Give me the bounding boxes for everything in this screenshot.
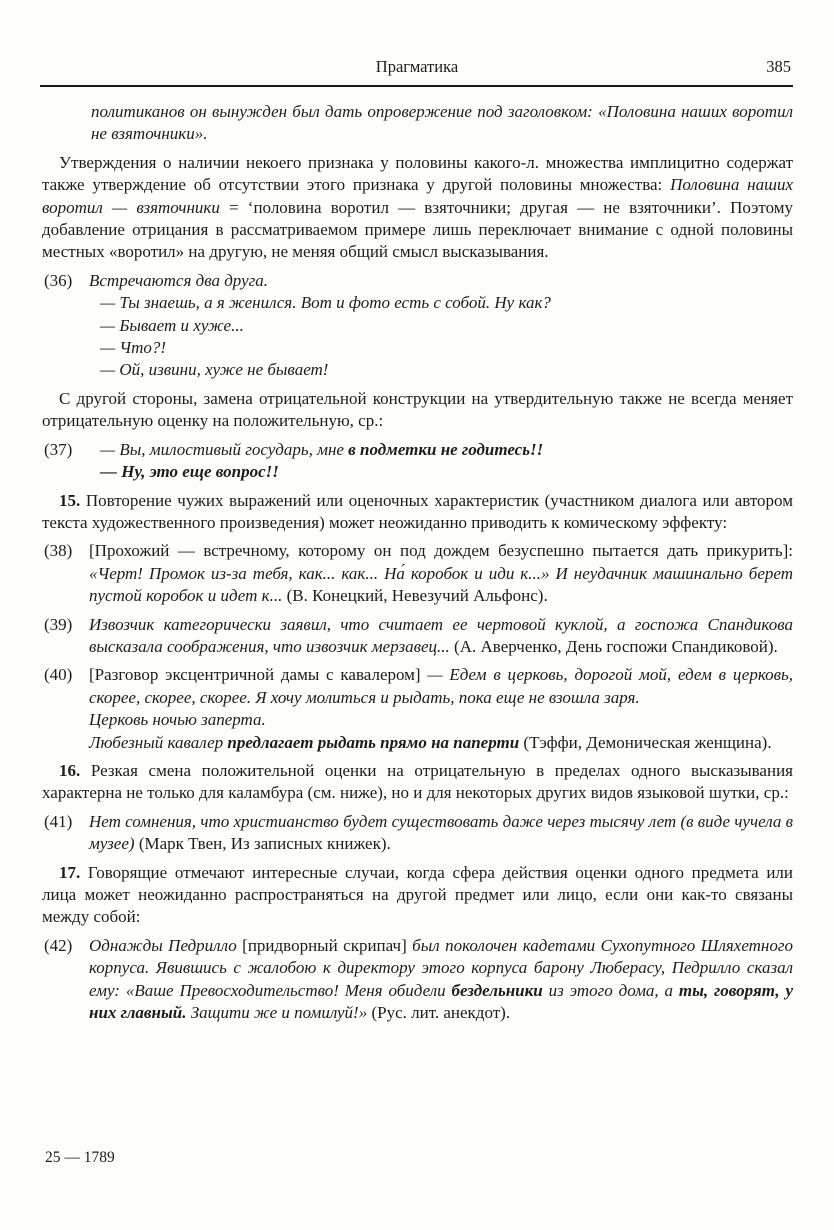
- example-number: (40): [44, 665, 73, 685]
- text-run: политиканов он вынужден был дать опровержение под заголовком: «Половина наших воротил не взяточники».: [91, 102, 793, 144]
- text-block: [42, 101, 793, 146]
- text-line: [91, 101, 793, 146]
- example-number: (42): [44, 935, 73, 955]
- text-block: [42, 490, 793, 535]
- example-block: [42, 664, 793, 754]
- example-number: (41): [44, 811, 73, 831]
- text-line: [42, 152, 793, 264]
- text-line: [42, 388, 793, 433]
- text-run: — Вы, милостивый государь, мне: [100, 439, 349, 459]
- example-block: [42, 811, 793, 856]
- text-run: (В. Конецкий, Невезучий Альфонс).: [286, 586, 548, 606]
- example-block: [42, 540, 793, 607]
- text-run: Половина наших воротил — взяточники: [42, 175, 793, 217]
- text-run: — Бывает и хуже...: [100, 315, 244, 335]
- text-run: С другой стороны, замена отрицательной конструкции на утвердительную также не всегда меняет отрицательную оценку на положительную, ср.:: [42, 388, 793, 431]
- text-line: [89, 359, 793, 381]
- text-line: [42, 862, 793, 929]
- text-run: [Прохожий — встречному, которому он под дождем безуспешно пытается дать прикурить]:: [89, 541, 793, 561]
- example-number: (37): [44, 439, 73, 459]
- example-number: (36): [44, 270, 73, 290]
- example-number: (39): [44, 614, 73, 634]
- running-head-title: Прагматика: [375, 57, 459, 76]
- page-number: 385: [766, 57, 791, 76]
- text-run: Говорящие отмечают интересные случаи, когда сфера действия оценки одного предмета или лица может неожиданно распространяться на другой предмет или лицо, если они как-то связаны между собой:: [42, 862, 793, 927]
- text-line: [89, 614, 793, 659]
- text-run: — Ну, это еще вопрос!!: [100, 462, 279, 482]
- example-block: [42, 614, 793, 659]
- text-run: из этого дома, а: [548, 980, 679, 1000]
- text-run: — Ты знаешь, а я женился. Вот и фото есть с собой. Ну как?: [100, 293, 551, 313]
- text-line: [89, 709, 793, 731]
- text-run: предлагает рыдать прямо на паперти: [227, 732, 520, 752]
- text-line: [89, 292, 793, 314]
- running-head: [41, 56, 793, 78]
- text-run: 16.: [59, 760, 81, 780]
- text-line: [42, 760, 793, 805]
- example-block: [42, 270, 793, 382]
- text-run: = ‘половина воротил — взяточники; другая — не взяточники’. Поэтому добавление отрицания в рассматриваемом примере лишь переключает внимание с одной половины местных «воротил» на другую, не меняя общий смысл высказывания.: [42, 197, 794, 262]
- print-signature: 25 — 1789: [45, 1149, 115, 1166]
- text-block: [42, 862, 793, 929]
- text-run: Извозчик категорически заявил, что считает ее чертовой куклой, а госпожа Спандикова высказала соображения, что извозчик мерзавец...: [89, 614, 793, 656]
- text-run: (Тэффи, Демоническая женщина).: [519, 732, 772, 752]
- text-run: — Ой, извини, хуже не бывает!: [100, 360, 329, 380]
- text-run: Церковь ночью заперта.: [89, 710, 266, 730]
- text-line: [89, 337, 793, 359]
- text-run: был поколочен кадетами Сухопутного Шляхетного корпуса. Явившись с жалобою к директору этого корпуса барону Люберасу, Педрилло сказал ему: «Ваше Превосходительство! Меня обидели: [89, 935, 793, 1000]
- text-run: Защити же и помилуй!»: [190, 1003, 372, 1023]
- text-run: [придворный скрипач]: [242, 935, 413, 955]
- text-block: [42, 760, 793, 805]
- text-run: 15.: [59, 490, 81, 510]
- text-run: в подметки не годитесь!!: [348, 439, 544, 459]
- text-run: Резкая смена положительной оценки на отрицательную в пределах одного высказывания характерна не только для каламбура (см. ниже), но и для некоторых других видов языковой шутки, ср.:: [42, 760, 793, 803]
- text-line: [89, 811, 793, 856]
- text-run: (Рус. лит. анекдот).: [371, 1003, 511, 1023]
- text-block: [42, 152, 793, 264]
- header-rule: [40, 85, 793, 87]
- text-run: (Марк Твен, Из записных книжек).: [138, 834, 391, 854]
- example-number: (38): [44, 541, 73, 561]
- text-run: [Разговор эксцентричной дамы с кавалером]: [89, 665, 428, 685]
- text-line: [89, 664, 793, 709]
- text-line: [89, 270, 793, 292]
- text-block: [42, 388, 793, 433]
- text-run: — Что?!: [100, 338, 167, 358]
- text-run: Нет сомнения, что христианство будет существовать даже через тысячу лет (в виде чучела в музее): [89, 811, 793, 854]
- text-run: Любезный кавалер: [89, 732, 228, 752]
- text-run: Встречаются два друга.: [89, 270, 269, 290]
- example-block: [42, 439, 793, 484]
- text-run: Утверждения о наличии некоего признака у половины какого-л. множества имплицитно содержат также утверждение об отсутствии этого признака у другой половины множества:: [42, 152, 793, 195]
- text-run: (А. Аверченко, День госпожи Спандиковой).: [454, 636, 778, 656]
- text-line: [89, 935, 793, 1025]
- text-run: Однажды Педрилло: [89, 935, 243, 955]
- text-line: [89, 461, 793, 483]
- text-line: [89, 540, 793, 607]
- text-line: [89, 732, 793, 754]
- example-block: [42, 935, 793, 1025]
- text-run: бездельники: [451, 980, 549, 1000]
- text-line: [89, 315, 793, 337]
- text-run: ты, говорят, у них главный.: [89, 980, 794, 1023]
- page-body: [42, 101, 793, 1024]
- text-line: [89, 439, 793, 461]
- text-run: Повторение чужих выражений или оценочных характеристик (участником диалога или автором текста художественного произведения) может неожиданно приводить к комическому эффекту:: [42, 490, 793, 532]
- text-run: — Едем в церковь, дорогой мой, едем в церковь, скорее, скорее, скорее. Я хочу молиться и рыдать, пока еще не взошла заря.: [89, 665, 794, 707]
- text-line: [42, 490, 793, 535]
- text-run: 17.: [59, 862, 81, 882]
- text-run: «Черт! Промок из-за тебя, как... как... На́ коробок и иди к...» И неудачник машинально берет пустой коробок и идет к...: [89, 563, 793, 606]
